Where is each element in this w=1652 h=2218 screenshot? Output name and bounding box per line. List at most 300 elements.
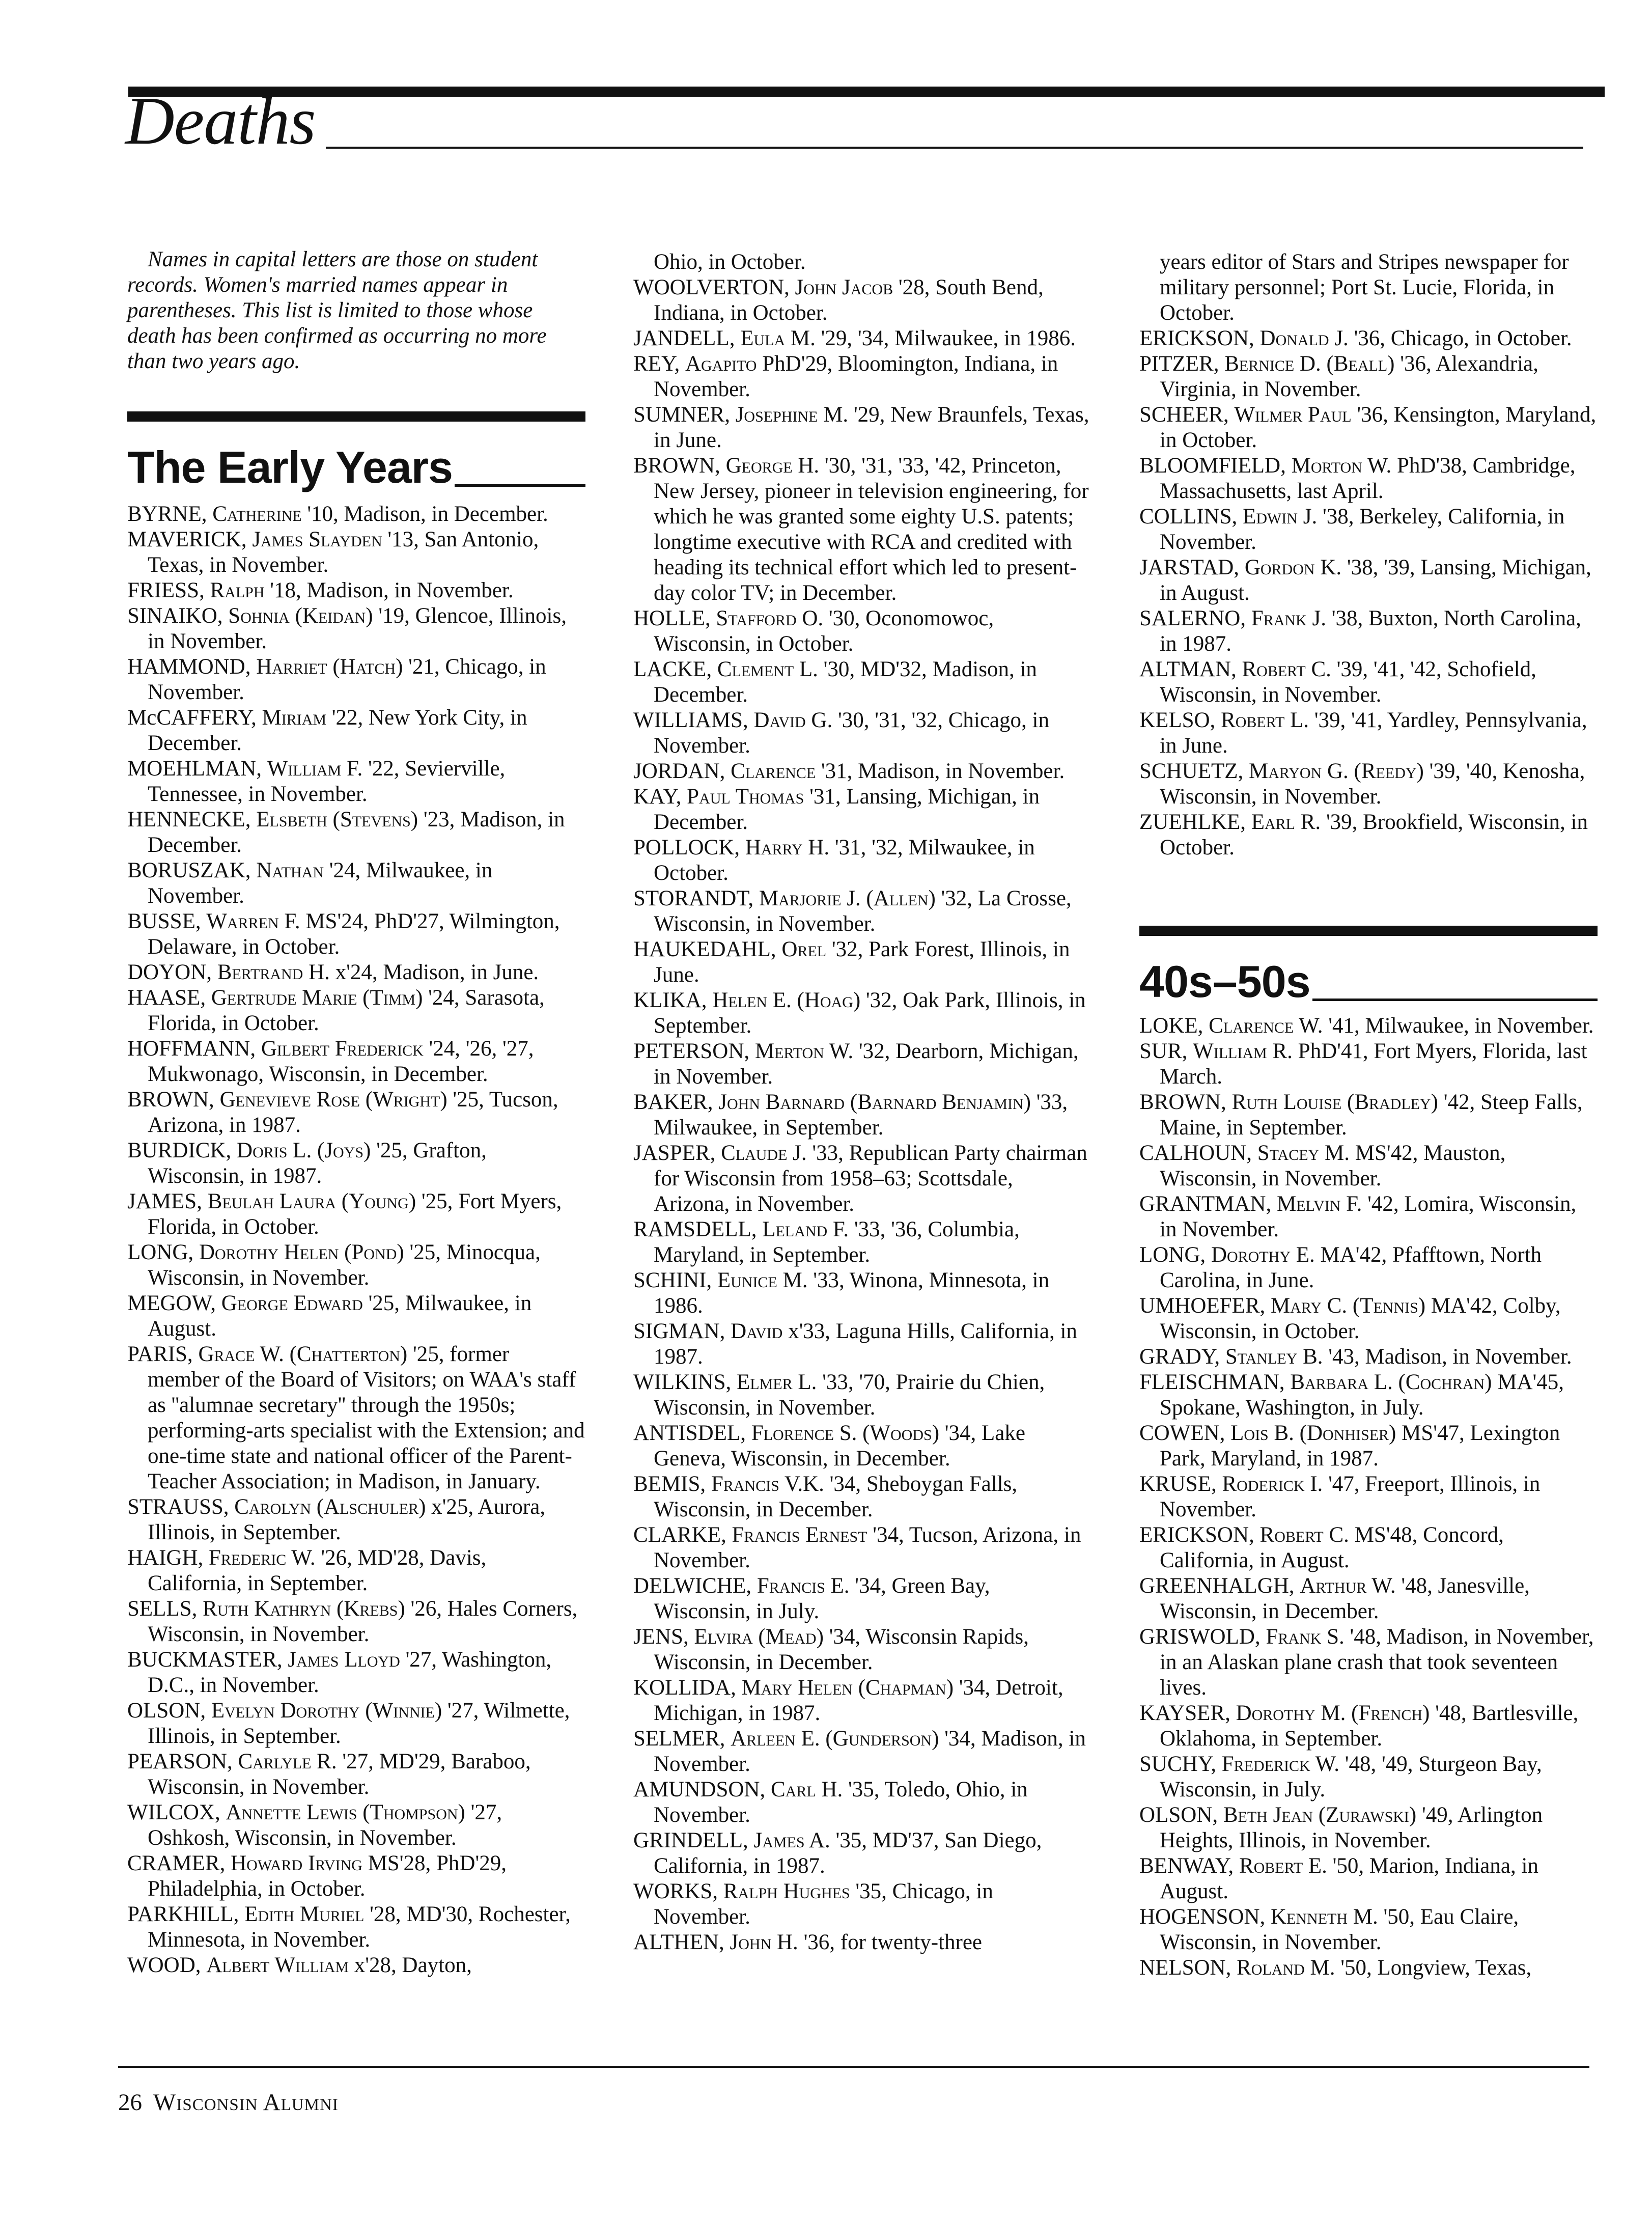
entry-given-name: Morton W. [1291,454,1392,478]
entry-given-name: Harriet (Hatch) [256,655,403,679]
obituary-entry [1139,708,1598,759]
entry-surname: KAY, [633,785,682,809]
entry-details: '27, MD'29, Baraboo, Wisconsin, in November. [148,1750,531,1799]
entry-details: '38, Buxton, North Carolina, in 1987. [1160,606,1581,656]
entry-surname: BROWN, [1139,1090,1226,1114]
death-list [1139,1013,1598,1981]
entry-given-name: Stanley B. [1225,1345,1323,1369]
entry-given-name: Catherine [212,502,302,526]
entry-surname: BUCKMASTER, [127,1648,283,1672]
death-list [1139,249,1598,861]
obituary-entry [633,1039,1091,1090]
entry-surname: KRUSE, [1139,1472,1217,1496]
entry-given-name: Carlyle R. [238,1750,337,1773]
heading-underline [1312,999,1598,1001]
entry-surname: GREENHALGH, [1139,1574,1295,1598]
entry-surname: MOEHLMAN, [127,757,262,781]
entry-surname: GRISWOLD, [1139,1625,1261,1649]
obituary-entry [1139,453,1598,504]
obituary-entry [633,606,1091,657]
entry-given-name: Orel [781,937,827,961]
obituary-entry [633,886,1091,937]
entry-details: '26, MD'28, Davis, California, in September. [148,1546,487,1595]
entry-surname: WORKS, [633,1879,718,1903]
entry-surname: ERICKSON, [1139,326,1254,350]
entry-given-name: Roderick I. [1222,1472,1323,1496]
entry-given-name: Beth Jean (Zurawski) [1223,1803,1417,1827]
entry-details: PhD'29, Bloomington, Indiana, in November. [654,352,1058,401]
entry-surname: SELLS, [127,1597,198,1621]
entry-details: '36, Alexandria, Virginia, in November. [1160,352,1538,401]
obituary-entry [1139,1752,1598,1803]
obituary-entry [633,402,1091,453]
obituary-entry [127,705,585,756]
entry-details: '48, Bartlesville, Oklahoma, in September. [1160,1701,1579,1751]
entry-given-name: George H. [725,454,820,478]
entry-given-name: Merton W. [754,1039,854,1063]
obituary-entry [127,1189,585,1240]
obituary-entry [633,1217,1091,1268]
obituary-entry [1139,1293,1598,1344]
entry-surname: KELSO, [1139,708,1216,732]
entry-given-name: Robert L. [1221,708,1309,732]
entry-details: '32, Dearborn, Michigan, in November. [654,1039,1079,1089]
obituary-entry [1139,1701,1598,1752]
entry-details: '34, Tucson, Arizona, in November. [654,1523,1081,1572]
entry-surname: ANTISDEL, [633,1421,746,1445]
entry-surname: ERICKSON, [1139,1523,1254,1547]
obituary-entry [633,1472,1091,1522]
entry-details: '24, Milwaukee, in November. [148,858,493,908]
entry-given-name: Bertrand H. [217,960,330,984]
obituary-entry [127,1240,585,1291]
entry-surname: KLIKA, [633,988,707,1012]
entry-details: Ohio, in October. [654,250,806,274]
entry-details: '34, Sheboygan Falls, Wisconsin, in December. [654,1472,1018,1521]
obituary-entry [1139,1141,1598,1191]
entry-details: '38, Berkeley, California, in November. [1160,505,1565,554]
entry-details: MA'42, Pfafftown, North Carolina, in June. [1160,1243,1542,1292]
entry-details: '42, Steep Falls, Maine, in September. [1160,1090,1583,1140]
entry-details: '25, former member of the Board of Visitors; on WAA's staff as ''alumnae secretary'' through the 1950s; performing-arts specialist with the Extension; and one-time state and national officer of the Parent-Teacher Association; in Madison, in January. [148,1342,585,1493]
obituary-entry [127,654,585,705]
entry-surname: LONG, [127,1240,194,1264]
entry-given-name: Elsbeth (Stevens) [256,808,418,831]
entry-given-name: Genevieve Rose (Wright) [219,1088,447,1112]
entry-given-name: Dorothy E. [1211,1243,1315,1267]
obituary-entry [633,1726,1091,1777]
section-heading-text: The Early Years [127,442,453,492]
entry-details: '24, '26, '27, Mukwonago, Wisconsin, in December. [148,1037,534,1086]
entry-surname: BYRNE, [127,502,207,526]
entry-details: '30, '31, '33, '42, Princeton, New Jersey, pioneer in television engineering, for which he was granted some eighty U.S. patents; longtime executive with RCA and credited with heading its technical effort which led to present-day color TV; in December. [654,454,1089,605]
title-underline [326,147,1583,149]
entry-given-name: Wilmer Paul [1234,403,1352,427]
entry-given-name: Dorothy M. (French) [1236,1701,1430,1725]
entry-details: '48, Janesville, Wisconsin, in December. [1160,1574,1530,1623]
entry-surname: SELMER, [633,1727,725,1751]
entry-details: '41, Milwaukee, in November. [1328,1014,1594,1038]
entry-surname: BEMIS, [633,1472,706,1496]
entry-given-name: Mary C. (Tennis) [1271,1294,1426,1318]
entry-given-name: Sohnia (Keidan) [228,604,373,628]
entry-details: '25, Milwaukee, in August. [148,1291,532,1341]
entry-given-name: James Lloyd [288,1648,400,1672]
obituary-entry [633,1879,1091,1930]
entry-given-name: Annette Lewis (Thompson) [226,1800,465,1824]
obituary-entry [1139,1472,1598,1522]
entry-given-name: John H. [730,1930,798,1954]
entry-details: MS'48, Concord, California, in August. [1160,1523,1504,1572]
entry-given-name: Robert C. [1259,1523,1349,1547]
entry-details: '50, Longview, Texas, [1340,1956,1532,1980]
entry-details: '28, South Bend, Indiana, in October. [654,275,1044,325]
entry-surname: CLARKE, [633,1523,726,1547]
entry-details: '48, '49, Sturgeon Bay, Wisconsin, in July. [1160,1752,1542,1801]
entry-given-name: David G. [753,708,833,732]
forties-fifties-heading-block [1139,926,1598,1007]
entry-details: MS'47, Lexington Park, Maryland, in 1987. [1160,1421,1560,1471]
early-years-heading-block [127,411,585,490]
obituary-entry [1139,1853,1598,1904]
entry-surname: PETERSON, [633,1039,750,1063]
entry-surname: HAMMOND, [127,655,251,679]
entry-given-name: Ralph Hughes [723,1879,850,1903]
entry-details: '35, Chicago, in November. [654,1879,993,1929]
entry-given-name: Barbara L. (Cochran) [1290,1370,1492,1394]
entry-given-name: Carl H. [770,1778,843,1801]
entry-details: '32, Park Forest, Illinois, in June. [654,937,1070,987]
entry-details: '31, Madison, in November. [821,759,1065,783]
entry-details: MA'45, Spokane, Washington, in July. [1160,1370,1564,1420]
entry-given-name: Francis E. [757,1574,850,1598]
entry-surname: CRAMER, [127,1851,226,1875]
entry-details: '32, La Crosse, Wisconsin, in November. [654,886,1072,936]
obituary-entry [633,1675,1091,1726]
obituary-entry [1139,759,1598,810]
entry-details: '39, '40, Kenosha, Wisconsin, in November. [1160,759,1585,809]
obituary-entry [127,909,585,960]
entry-surname: AMUNDSON, [633,1778,766,1801]
obituary-entry [1139,1039,1598,1090]
obituary-entry [1139,504,1598,555]
entry-surname: JORDAN, [633,759,725,783]
entry-surname: HAUKEDAHL, [633,937,776,961]
entry-surname: FLEISCHMAN, [1139,1370,1285,1394]
entry-given-name: Robert C. [1242,657,1331,681]
obituary-entry [1139,1624,1598,1701]
obituary-entry [127,1953,585,1978]
obituary-entry [633,351,1091,402]
entry-details: '27, Wilmette, Illinois, in September. [148,1699,570,1748]
entry-details: '48, Madison, in November, in an Alaskan plane crash that took seventeen lives. [1160,1625,1594,1700]
obituary-entry [127,807,585,858]
obituary-entry [633,1777,1091,1828]
entry-surname: WOOLVERTON, [633,275,790,299]
entry-details: '10, Madison, in December. [307,502,548,526]
entry-surname: JANDELL, [633,326,735,350]
entry-surname: BLOOMFIELD, [1139,454,1286,478]
entry-surname: BORUSZAK, [127,858,251,882]
obituary-entry [633,1828,1091,1879]
entry-given-name: Ruth Kathryn (Krebs) [203,1597,405,1621]
entry-surname: ALTMAN, [1139,657,1237,681]
entry-details: PhD'41, Fort Myers, Florida, last March. [1160,1039,1587,1089]
entry-given-name: Claude J. [721,1141,807,1165]
entry-given-name: Frederic W. [209,1546,316,1570]
publication-name: Wisconsin Alumni [153,2089,339,2116]
entry-given-name: James Slayden [252,528,382,551]
entry-given-name: David [731,1319,783,1343]
obituary-entry [1139,1573,1598,1624]
entry-surname: STORANDT, [633,886,754,910]
obituary-entry [127,1545,585,1596]
entry-surname: OLSON, [127,1699,206,1723]
section-heading-40s-50s [1139,936,1598,1007]
entry-surname: JAMES, [127,1189,202,1213]
obituary-entry [1139,1242,1598,1293]
entry-details: '36, Chicago, in October. [1354,326,1572,350]
obituary-entry [1139,351,1598,402]
section-heading-early-years [127,422,585,490]
entry-surname: HAIGH, [127,1546,204,1570]
entry-details: '25, Fort Myers, Florida, in October. [148,1189,562,1239]
obituary-entry [127,1851,585,1902]
entry-details: '29, '34, Milwaukee, in 1986. [821,326,1076,350]
entry-surname: JARSTAD, [1139,556,1240,579]
obituary-entry [127,858,585,909]
entry-details: '39, '41, Yardley, Pennsylvania, in June. [1160,708,1587,758]
entry-given-name: Frank J. [1251,606,1326,630]
entry-details: MS'24, PhD'27, Wilmington, Delaware, in October. [148,909,560,959]
entry-surname: WILLIAMS, [633,708,748,732]
entry-details: '38, '39, Lansing, Michigan, in August. [1160,556,1591,605]
entry-details: '32, Oak Park, Illinois, in September. [654,988,1086,1038]
obituary-entry [633,988,1091,1039]
obituary-entry [1139,1344,1598,1370]
entry-given-name: Donald J. [1259,326,1349,350]
entry-surname: SALERNO, [1139,606,1246,630]
obituary-entry [1139,1013,1598,1039]
entry-surname: SINAIKO, [127,604,223,628]
entry-surname: BUSSE, [127,909,201,933]
obituary-entry [127,1138,585,1189]
entry-surname: GRINDELL, [633,1828,748,1852]
obituary-entry [633,1930,1091,1955]
entry-given-name: Francis V.K. [711,1472,824,1496]
obituary-entry [1139,249,1598,326]
entry-details: '34, Madison, in November. [654,1727,1086,1776]
entry-details: '33, Republican Party chairman for Wisconsin from 1958–63; Scottsdale, Arizona, in November. [654,1141,1087,1216]
entry-surname: POLLOCK, [633,836,740,860]
entry-given-name: Arleen E. (Gunderson) [731,1727,939,1751]
entry-details: x'28, Dayton, [354,1953,472,1977]
obituary-entry [1139,326,1598,351]
entry-surname: MAVERICK, [127,528,247,551]
entry-given-name: Harry H. [745,836,830,860]
entry-surname: DELWICHE, [633,1574,752,1598]
entry-given-name: Paul Thomas [687,785,804,809]
top-rule [128,87,1605,97]
entry-surname: WOOD, [127,1953,201,1977]
obituary-entry [127,960,585,985]
obituary-entry [633,708,1091,759]
obituary-entry [633,784,1091,835]
entry-details: '39, '41, '42, Schofield, Wisconsin, in November. [1160,657,1536,707]
entry-surname: LOKE, [1139,1014,1203,1038]
entry-surname: BENWAY, [1139,1854,1234,1878]
entry-surname: SCHINI, [633,1268,712,1292]
entry-given-name: Evelyn Dorothy (Winnie) [211,1699,442,1723]
entry-details: '23, Madison, in December. [148,808,565,857]
entry-surname: HENNECKE, [127,808,251,831]
obituary-entry [1139,1955,1598,1981]
entry-surname: McCAFFERY, [127,706,257,730]
entry-given-name: Grace W. (Chatterton) [198,1342,408,1366]
entry-surname: GRANTMAN, [1139,1192,1272,1216]
heading-rule [127,411,585,422]
entry-details: '13, San Antonio, Texas, in November. [148,528,539,577]
entry-details: '19, Glencoe, Illinois, in November. [148,604,567,653]
entry-details: MA'42, Colby, Wisconsin, in October. [1160,1294,1561,1343]
obituary-entry [633,275,1091,326]
entry-details: '25, Grafton, Wisconsin, in 1987. [148,1139,487,1188]
entry-given-name: Lois B. (Donhiser) [1230,1421,1396,1445]
entry-given-name: William F. [267,757,363,781]
entry-given-name: Gordon K. [1244,556,1342,579]
entry-given-name: Gilbert Frederick [261,1037,424,1061]
entry-given-name: Warren F. [206,909,300,933]
entry-details: '34, Green Bay, Wisconsin, in July. [654,1574,990,1623]
entry-details: PhD'38, Cambridge, Massachusetts, last April. [1160,454,1576,503]
entry-surname: MEGOW, [127,1291,216,1315]
obituary-entry [1139,810,1598,861]
entry-given-name: Beulah Laura (Young) [207,1189,416,1213]
obituary-entry [633,759,1091,784]
obituary-entry [1139,1904,1598,1955]
obituary-entry [127,1647,585,1698]
entry-surname: SUCHY, [1139,1752,1216,1776]
entry-given-name: Doris L. (Joys) [237,1139,371,1162]
entry-details: '22, Sevierville, Tennessee, in November. [148,757,506,806]
entry-given-name: Clarence W. [1209,1014,1323,1038]
entry-details: MS'42, Mauston, Wisconsin, in November. [1160,1141,1506,1190]
entry-details: '18, Madison, in November. [270,578,514,602]
entry-details: '36, for twenty-three [803,1930,982,1954]
entry-given-name: Francis Ernest [732,1523,867,1547]
entry-given-name: Eunice M. [717,1268,808,1292]
obituary-entry [1139,1421,1598,1472]
obituary-entry [127,1342,585,1494]
entry-surname: DOYON, [127,960,212,984]
entry-surname: COWEN, [1139,1421,1225,1445]
entry-details: '33, Milwaukee, in September. [654,1090,1068,1140]
entry-given-name: Arthur W. [1300,1574,1396,1598]
entry-details: x'33, Laguna Hills, California, in 1987. [654,1319,1077,1369]
obituary-entry [127,1800,585,1851]
entry-surname: SUR, [1139,1039,1188,1063]
obituary-entry [633,1319,1091,1370]
entry-surname: SCHEER, [1139,403,1229,427]
entry-details: '21, Chicago, in November. [148,655,546,704]
entry-surname: HOGENSON, [1139,1905,1266,1929]
entry-surname: KAYSER, [1139,1701,1230,1725]
entry-given-name: Miriam [262,706,327,730]
obituary-entry [127,1749,585,1800]
obituary-entry [1139,402,1598,453]
entry-surname: BROWN, [127,1088,214,1112]
entry-details: '35, MD'37, San Diego, California, in 1987. [654,1828,1042,1878]
entry-surname: HOLLE, [633,606,711,630]
entry-surname: GRADY, [1139,1345,1220,1369]
entry-given-name: Eula M. [740,326,816,350]
entry-surname: KOLLIDA, [633,1676,736,1700]
entry-given-name: John Barnard (Barnard Benjamin) [718,1090,1031,1114]
entry-details: '28, MD'30, Rochester, Minnesota, in November. [148,1902,571,1952]
entry-given-name: Dorothy Helen (Pond) [199,1240,404,1264]
entry-surname: JENS, [633,1625,689,1649]
entry-surname: ZUEHLKE, [1139,810,1246,834]
entry-given-name: Carolyn (Alschuler) [234,1495,426,1519]
entry-given-name: James A. [753,1828,830,1852]
entry-given-name: Howard Irving [231,1851,362,1875]
entry-surname: WILKINS, [633,1370,732,1394]
entry-surname: PITZER, [1139,352,1219,376]
entry-surname: SUMNER, [633,403,730,427]
obituary-entry [633,1624,1091,1675]
obituary-entry [633,835,1091,886]
entry-given-name: Stacey M. [1257,1141,1350,1165]
obituary-entry [127,1902,585,1953]
obituary-entry [633,1141,1091,1217]
entry-details: '36, Kensington, Maryland, in October. [1160,403,1597,452]
entry-given-name: Melvin F. [1276,1192,1362,1216]
obituary-entry [1139,657,1598,708]
entry-details: '33, Winona, Minnesota, in 1986. [654,1268,1050,1318]
entry-details: '31, Lansing, Michigan, in December. [654,785,1040,834]
obituary-entry [1139,555,1598,606]
entry-given-name: Josephine M. [735,403,849,427]
entry-details: '29, New Braunfels, Texas, in June. [654,403,1089,452]
entry-details: '34, Lake Geneva, Wisconsin, in December. [654,1421,1025,1471]
obituary-entry [127,527,585,578]
entry-given-name: Earl R. [1251,810,1321,834]
entry-surname: WILCOX, [127,1800,220,1824]
entry-given-name: Elmer L. [737,1370,817,1394]
entry-details: '30, Oconomowoc, Wisconsin, in October. [654,606,994,656]
entry-surname: PARIS, [127,1342,193,1366]
obituary-entry [1139,1522,1598,1573]
obituary-entry [127,985,585,1036]
obituary-entry [127,756,585,807]
entry-details: '34, Detroit, Michigan, in 1987. [654,1676,1063,1725]
entry-details: '26, Hales Corners, Wisconsin, in November. [148,1597,578,1646]
entry-given-name: Stafford O. [716,606,824,630]
entry-given-name: Gertrude Marie (Timm) [211,986,423,1010]
entry-details: '49, Arlington Heights, Illinois, in November. [1160,1803,1543,1852]
entry-details: '27, Washington, D.C., in November. [148,1648,552,1697]
entry-details: '43, Madison, in November. [1328,1345,1572,1369]
entry-given-name: Leland F. [762,1217,849,1241]
entry-surname: FRIESS, [127,578,205,602]
entry-details: '25, Tucson, Arizona, in 1987. [148,1088,558,1137]
entry-details: x'25, Aurora, Illinois, in September. [148,1495,546,1544]
entry-given-name: Ruth Louise (Bradley) [1231,1090,1438,1114]
entry-given-name: John Jacob [795,275,893,299]
obituary-entry [633,937,1091,988]
entry-given-name: Frank S. [1266,1625,1345,1649]
entry-details: '34, Wisconsin Rapids, Wisconsin, in December. [654,1625,1029,1674]
